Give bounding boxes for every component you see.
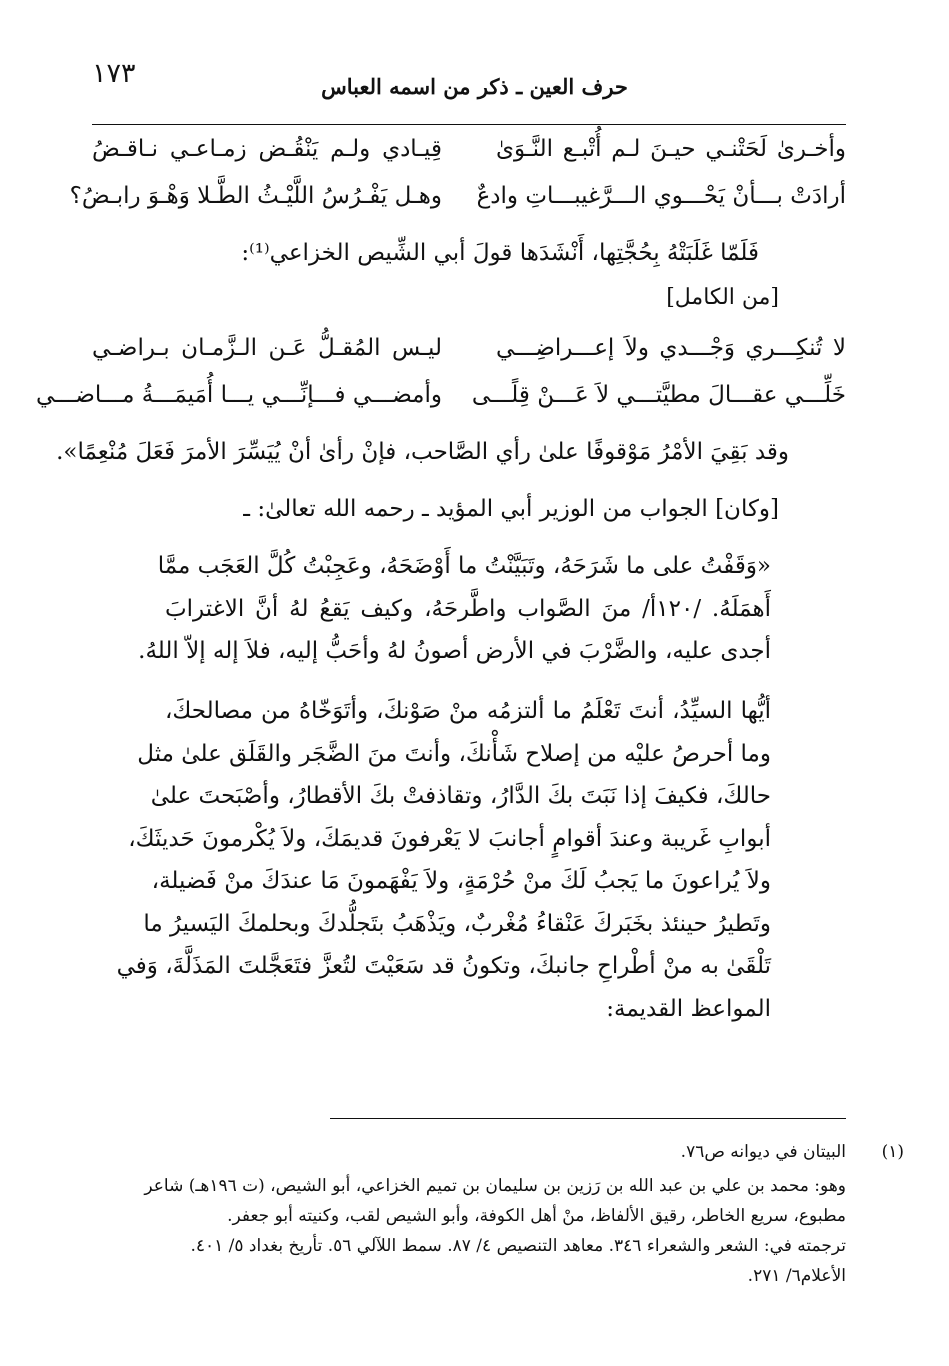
footnote-line: ترجمته في: الشعر والشعراء ٣٤٦. معاهد التنصيص ٤/ ٨٧. سمط اللآلي ٥٦. تأريخ بغداد ٥/ ٤٠١. bbox=[190, 1236, 846, 1256]
poem2-verse-2-second: وأمضـــي فـــإنِّـــي يـــا أُمَيمَـــةُ مـــاضـــي bbox=[36, 382, 442, 408]
poem1-verse-1-second: قِيـادي ولـم يَنْقُـض زمـاعـي نـاقـضُ bbox=[92, 136, 442, 162]
meter-label: [من الكامل] bbox=[666, 285, 779, 310]
page-number: ١٧٣ bbox=[92, 58, 136, 89]
quote-line: تَلْقَىٰ به منْ أطْراحِ جانبكَ، وتكونُ قد سَعَيْتَ لتُعزَّ فتَعَجَّلتَ المَذَلَّةَ، وَفي bbox=[116, 953, 771, 979]
quote-block-1 bbox=[138, 545, 771, 673]
quote-line: أَهمَلَهُ. /١٢٠أ/ منَ الصَّواب واطَّرحَهُ، وكيف يَقعُ لهُ أنَّ الاغترابَ bbox=[165, 595, 771, 622]
footnote-mark: (١) bbox=[881, 1142, 904, 1162]
poem1-verse-1-first: وأخـرىٰ لَحَتْنـي حيـنَ لـم أُتْبـع النَّـوَىٰ bbox=[496, 136, 846, 162]
quote-line: وتَطيرُ حينئذ بخَبَركَ عَنْقاءُ مُغْربٌ، ويَذْهَبُ بتَجلُّدكَ وبحلمكَ اليَسيرُ ما bbox=[143, 910, 771, 937]
quote-line: وما أحرصُ عليْه من إصلاح شَأْنكَ، وأنتَ منَ الضَّجَر والقَلَق علىٰ مثل bbox=[137, 740, 771, 767]
running-title: حرف العين ـ ذكر من اسمه العباس bbox=[321, 74, 628, 99]
header-rule bbox=[92, 124, 846, 125]
quote-line: أبوابِ غَريبة وعندَ أقوامٍ أجانبَ لا يَعْرفونَ قديمَكَ، ولاَ يُكْرمونَ حَديثَكَ، bbox=[128, 825, 771, 852]
footnote-line: مطبوع، سريع الخاطر، رقيق الألفاظ، منْ أهل الكوفة، وأبو الشيص لقب، وكنيته أبو جعفر. bbox=[227, 1206, 846, 1226]
intro-line: فَلَمّا غَلَبَتْهُ بِحُجَّتِها، أَنْشَدَها قولَ أبي الشِّيص الخزاعي⁽¹⁾: bbox=[241, 240, 759, 266]
reply-intro: [وكان] الجواب من الوزير أبي المؤيد ـ رحمه الله تعالىٰ: ـ bbox=[243, 496, 779, 522]
poem2-verse-1 bbox=[92, 335, 846, 371]
footnote-line: الأعلام٦/ ٢٧١. bbox=[747, 1266, 846, 1286]
quote-line: «وَقَفْتُ على ما شَرَحَهُ، وتَبَيَّنْتُ ما أَوْضَحَهُ، وعَجِبْتُ كُلَّ العَجَب ممَّا bbox=[157, 553, 771, 579]
poem1-verse-2-first: أرادَتْ بـــأنْ يَحْـــوي الـــرَّغيبـــاتِ وادعٌ bbox=[476, 183, 846, 209]
quote-block-2 bbox=[116, 690, 771, 1030]
poem2-verse-2-first: خَلِّـــي عقـــالَ مطيَّتـــي لاَ عَـــنْ قِلًـــى bbox=[471, 382, 846, 408]
footnote-rule bbox=[330, 1118, 846, 1119]
footnote-line: البيتان في ديوانه ص٧٦. bbox=[680, 1142, 846, 1162]
poem2-verse-1-second: ليـس المُقـلُّ عَـن الـزَّمـان بـراضـي bbox=[92, 335, 442, 361]
poem1-verse-2 bbox=[69, 183, 846, 219]
quote-line: المواعظ القديمة: bbox=[606, 995, 771, 1022]
poem1-verse-2-second: وهـل يَفْـرُسُ اللَّيْـثُ الطَّـلا وَهْـوَ رابـضُ؟ bbox=[69, 183, 442, 209]
poem2-verse-2 bbox=[36, 382, 846, 418]
after-poem-line: وقد بَقِيَ الأمْرُ مَوْقوفًا علىٰ رأي الصَّاحب، فإنْ رأىٰ أنْ يُيَسِّرَ الأمرَ فَعَلَ مُنْعِمًا». bbox=[56, 439, 789, 465]
quote-line: أجدى عليه، والضَّرْبَ في الأرض أصونُ لهُ وأحَبُّ إليه، فلاَ إله إلاّ اللهُ. bbox=[138, 638, 771, 664]
quote-line: حالكَ، فكيفَ إذا نَبَتَ بكَ الدَّارُ، وتقاذفتْ بكَ الأقطارُ، وأصْبَحتَ علىٰ bbox=[150, 783, 771, 809]
quote-line: ولاَ يُراعونَ ما يَجبُ لَكَ منْ حُرْمَةٍ، ولاَ يَفْهَمونَ مَا عندَكَ منْ فَضيلة، bbox=[151, 868, 771, 894]
footnote-line: وهو: محمد بن علي بن عبد الله بن رَزين بن سليمان بن تميم الخزاعي، أبو الشيص، (ت ١٩٦هـ) شاعر bbox=[144, 1176, 846, 1196]
poem2-verse-1-first: لا تُنكِـــري وَجْـــدي ولاَ إعـــراضِـــي bbox=[496, 335, 846, 361]
footnote-1 bbox=[680, 1142, 904, 1162]
poem1-verse-1 bbox=[92, 136, 846, 172]
quote-line: أيُّها السيِّدُ، أنتَ تَعْلَمُ ما ألتزمُه منْ صَوْنكَ، وأتَوَخّاهُ من مصالحكَ، bbox=[165, 698, 771, 724]
